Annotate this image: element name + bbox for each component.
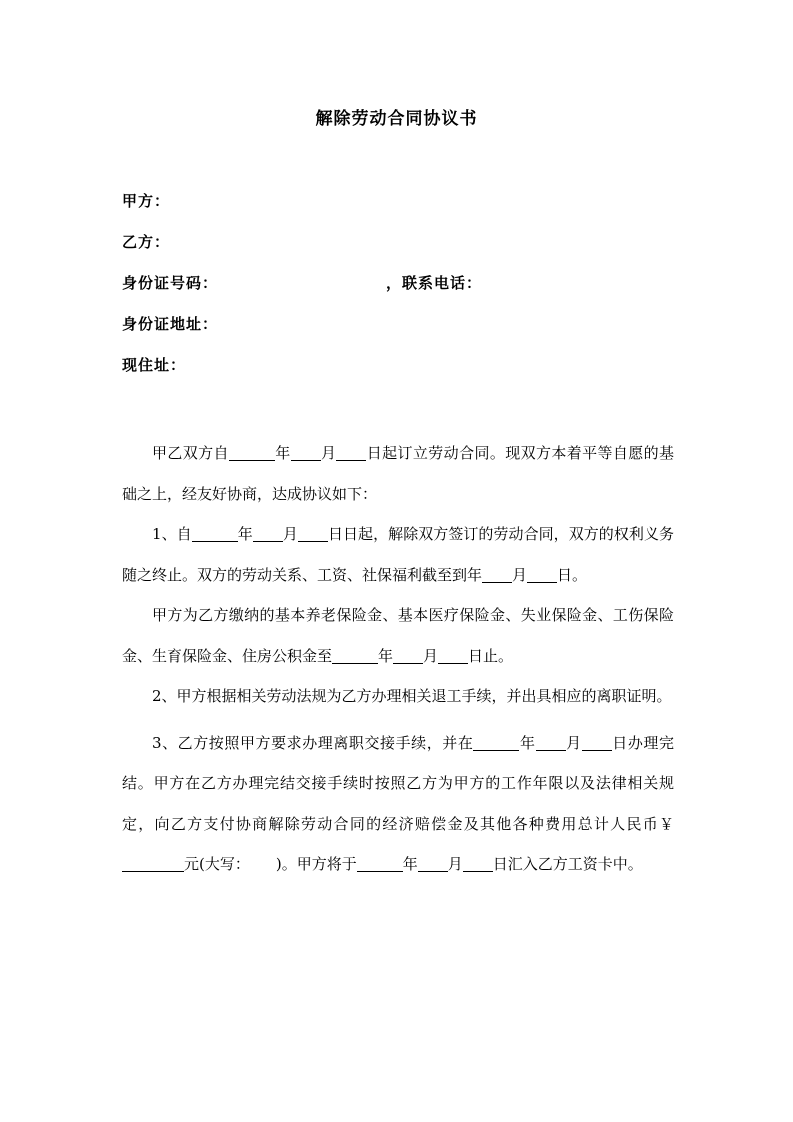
blank-line <box>482 566 512 583</box>
text-fragment: 日日起，解除双方签订的劳动合同，双方的权利义务随之终止。双方的劳动关系、工资、社保福利截至到 <box>122 525 674 584</box>
text-fragment: 日汇入乙方工资卡中。 <box>492 855 643 873</box>
text-fragment: 月 <box>512 565 528 584</box>
blank-line <box>536 734 566 751</box>
blank-line <box>332 647 378 664</box>
phone-label: ，联系电话： <box>386 274 483 292</box>
id-number-label: 身份证号码： <box>122 274 219 292</box>
text-fragment: 日起订立劳动合同。现双方本着平等自愿的基础之上，经友好协商，达成协议如下： <box>122 444 674 503</box>
agreement-body <box>122 433 674 885</box>
text-fragment: 年 <box>274 444 291 462</box>
party-b-label: 乙方： <box>122 233 171 251</box>
text-fragment: )。甲方将于 <box>275 855 357 873</box>
blank-line <box>473 734 519 751</box>
current-address-label: 现住址： <box>122 356 187 374</box>
text-fragment: 3、乙方按照甲方要求办理离职交接手续，并在 <box>152 733 474 752</box>
text-fragment: 月 <box>282 525 298 543</box>
blank-line <box>357 855 403 872</box>
text-fragment: 年 <box>467 565 483 584</box>
text-fragment: 1、自 <box>152 525 192 543</box>
blank-line <box>229 444 275 461</box>
text-fragment: 月 <box>423 646 439 665</box>
text-fragment: 甲乙双方自 <box>152 444 229 462</box>
blank-line <box>393 647 423 664</box>
id-address-label: 身份证地址： <box>122 315 219 333</box>
blank-line <box>336 444 366 461</box>
text-fragment: 元(大写： <box>184 855 250 873</box>
text-fragment: 月 <box>320 444 337 462</box>
paragraph-clause-3 <box>122 723 674 885</box>
text-fragment: 月 <box>447 855 463 873</box>
paragraph-insurance <box>122 595 674 676</box>
paragraph-clause-2: 2、甲方根据相关劳动法规为乙方办理相关退工手续，并出具相应的离职证明。 <box>152 687 672 705</box>
blank-line <box>582 734 612 751</box>
blank-line <box>438 647 468 664</box>
blank-line <box>418 855 448 872</box>
paragraph-intro <box>122 433 674 514</box>
party-a-label: 甲方： <box>122 192 171 210</box>
blank-line <box>298 525 328 542</box>
blank-line <box>463 855 493 872</box>
blank-line <box>192 525 238 542</box>
text-fragment: 甲方为乙方缴纳的基本养老保险金、基本医疗保险金、失业保险金、工伤保险金、生育保险金、住房公积金至 <box>122 606 674 665</box>
blank-line <box>253 525 283 542</box>
paragraph-clause-1 <box>122 514 674 595</box>
text-fragment: 日止。 <box>468 646 514 665</box>
blank-line <box>122 855 184 872</box>
text-fragment: 日。 <box>557 565 588 584</box>
text-fragment: 年 <box>402 855 418 873</box>
text-fragment: 年 <box>519 733 536 752</box>
text-fragment: 日办理完结。甲方在乙方办理完结交接手续时按照乙方为甲方的工作年限以及法律相关规定，向乙方支付协商解除劳动合同的经济赔偿金及其他各种费用总计人民币￥ <box>122 733 674 833</box>
text-fragment: 年 <box>237 525 253 543</box>
text-fragment: 年 <box>378 646 394 665</box>
blank-line <box>291 444 321 461</box>
blank-line <box>527 566 557 583</box>
text-fragment: 月 <box>565 733 582 752</box>
document-title: 解除劳动合同协议书 <box>315 109 478 129</box>
